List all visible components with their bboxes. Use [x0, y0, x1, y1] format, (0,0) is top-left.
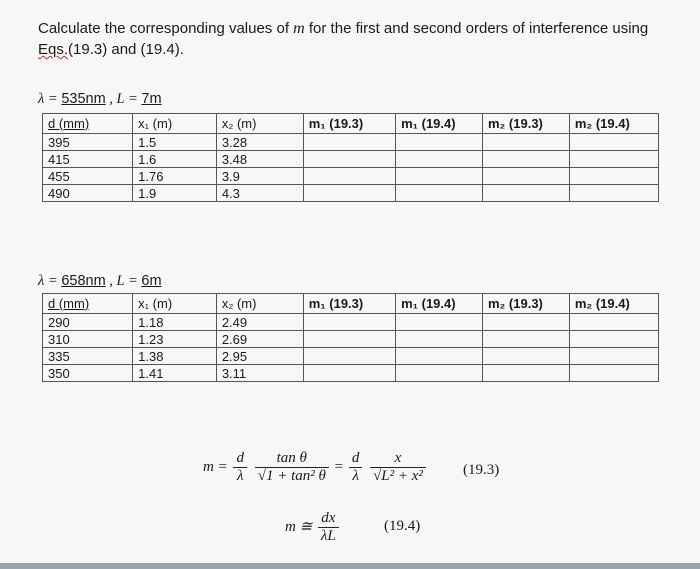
cell-m2-193[interactable]: [482, 134, 569, 151]
column-header: d (mm): [43, 114, 133, 134]
denominator: λ: [349, 467, 363, 485]
cell-x2: 2.49: [216, 314, 303, 331]
length-value: 6m: [141, 273, 162, 289]
cell-m1-193[interactable]: [303, 134, 395, 151]
instruction-text: Calculate the corresponding values of: [38, 20, 294, 37]
variable-m: m: [293, 20, 305, 37]
table-row: [43, 348, 659, 365]
denominator: λ: [233, 467, 247, 485]
instruction-text-2: for the first and second orders of interference using: [304, 20, 649, 37]
cell-d: 335: [43, 348, 133, 365]
cell-m2-194[interactable]: [569, 331, 658, 348]
table-row: [43, 168, 659, 185]
cell-x1: 1.5: [133, 134, 217, 151]
table2-params: [38, 273, 162, 290]
cell-x2: 4.3: [216, 185, 303, 202]
cell-m2-193[interactable]: [482, 314, 569, 331]
cell-d: 290: [43, 314, 133, 331]
column-header: d (mm): [43, 294, 133, 314]
cell-x1: 1.18: [133, 314, 217, 331]
cell-m1-194[interactable]: [396, 134, 483, 151]
numerator: dx: [321, 510, 336, 526]
cell-x2: 3.28: [216, 134, 303, 151]
table-header-row: [43, 114, 659, 134]
column-header: m₁ (19.4): [396, 114, 483, 134]
cell-d: 310: [43, 331, 133, 348]
equals-sign: =: [334, 458, 344, 475]
numerator: tan θ: [276, 450, 307, 466]
table-header-row: [43, 294, 659, 314]
fraction-d-lambda-2: [349, 450, 363, 485]
numerator: d: [351, 450, 360, 466]
cell-d: 455: [43, 168, 133, 185]
length-value: 7m: [141, 91, 162, 107]
lambda-label: λ =: [38, 273, 62, 289]
table-row: [43, 314, 659, 331]
cell-d: 350: [43, 365, 133, 382]
cell-m1-194[interactable]: [396, 314, 483, 331]
lambda-label: λ =: [38, 91, 62, 107]
column-header: m₂ (19.4): [569, 294, 658, 314]
length-label: , L =: [105, 273, 142, 289]
denominator: √1 + tan² θ: [255, 467, 329, 485]
equation-number-19-3: (19.3): [463, 462, 500, 478]
lambda-value: 658nm: [61, 273, 106, 289]
cell-d: 415: [43, 151, 133, 168]
cell-m2-194[interactable]: [569, 348, 658, 365]
denominator: √L² + x²: [370, 467, 426, 485]
table-row: [43, 331, 659, 348]
equation-number-19-4: (19.4): [384, 518, 421, 534]
cell-m1-194[interactable]: [396, 331, 483, 348]
cell-m2-194[interactable]: [569, 365, 658, 382]
numerator: d: [236, 450, 244, 466]
fraction-x: [370, 450, 426, 485]
table-row: [43, 151, 659, 168]
cell-x2: 3.48: [216, 151, 303, 168]
eq-lhs: m =: [203, 458, 228, 475]
cell-m1-193[interactable]: [303, 348, 395, 365]
cell-m1-193[interactable]: [303, 185, 395, 202]
column-header: m₁ (19.4): [396, 294, 483, 314]
eq-lhs: m ≅: [285, 518, 313, 535]
cell-m2-194[interactable]: [569, 151, 658, 168]
cell-x1: 1.41: [133, 365, 217, 382]
lambda-value: 535nm: [61, 91, 106, 107]
fraction-tan: [255, 450, 329, 485]
cell-m2-194[interactable]: [569, 134, 658, 151]
instructions: [38, 18, 668, 60]
column-header: m₁ (19.3): [303, 114, 395, 134]
table1: [42, 113, 659, 202]
cell-m1-193[interactable]: [303, 365, 395, 382]
cell-m2-193[interactable]: [482, 365, 569, 382]
cell-m1-193[interactable]: [303, 314, 395, 331]
table2: [42, 293, 659, 382]
cell-m1-193[interactable]: [303, 151, 395, 168]
cell-m2-193[interactable]: [482, 331, 569, 348]
instruction-text-3: (19.3) and (19.4).: [68, 41, 184, 58]
fraction-d-lambda: [233, 450, 247, 485]
cell-x2: 2.69: [216, 331, 303, 348]
cell-x1: 1.76: [133, 168, 217, 185]
column-header: m₁ (19.3): [303, 294, 395, 314]
cell-m2-193[interactable]: [482, 185, 569, 202]
denominator: λL: [318, 527, 339, 545]
column-header: m₂ (19.3): [482, 114, 569, 134]
cell-m2-193[interactable]: [482, 168, 569, 185]
equation-19-3: [203, 450, 428, 485]
cell-x1: 1.9: [133, 185, 217, 202]
cell-m1-194[interactable]: [396, 348, 483, 365]
cell-x2: 3.9: [216, 168, 303, 185]
cell-x1: 1.23: [133, 331, 217, 348]
eqs-abbrev: Eqs.: [38, 41, 69, 58]
cell-m2-193[interactable]: [482, 151, 569, 168]
cell-d: 490: [43, 185, 133, 202]
table-row: [43, 134, 659, 151]
numerator: x: [394, 450, 402, 466]
cell-m1-194[interactable]: [396, 185, 483, 202]
cell-x1: 1.38: [133, 348, 217, 365]
cell-m2-194[interactable]: [569, 314, 658, 331]
table1-params: [38, 91, 162, 108]
column-header: m₂ (19.3): [482, 294, 569, 314]
length-label: , L =: [105, 91, 142, 107]
cell-x2: 2.95: [216, 348, 303, 365]
bottom-bar: [0, 563, 700, 569]
cell-m2-194[interactable]: [569, 185, 658, 202]
cell-m1-193[interactable]: [303, 331, 395, 348]
cell-x1: 1.6: [133, 151, 217, 168]
equation-19-4: [285, 510, 341, 545]
column-header: x₁ (m): [133, 294, 217, 314]
column-header: x₂ (m): [216, 294, 303, 314]
table-row: [43, 185, 659, 202]
column-header: m₂ (19.4): [569, 114, 658, 134]
cell-m1-194[interactable]: [396, 151, 483, 168]
cell-m1-194[interactable]: [396, 168, 483, 185]
table-row: [43, 365, 659, 382]
cell-d: 395: [43, 134, 133, 151]
cell-x2: 3.11: [216, 365, 303, 382]
column-header: x₂ (m): [216, 114, 303, 134]
column-header: x₁ (m): [133, 114, 217, 134]
cell-m1-194[interactable]: [396, 365, 483, 382]
fraction-dx-lambdaL: [318, 510, 339, 545]
cell-m2-193[interactable]: [482, 348, 569, 365]
cell-m2-194[interactable]: [569, 168, 658, 185]
cell-m1-193[interactable]: [303, 168, 395, 185]
